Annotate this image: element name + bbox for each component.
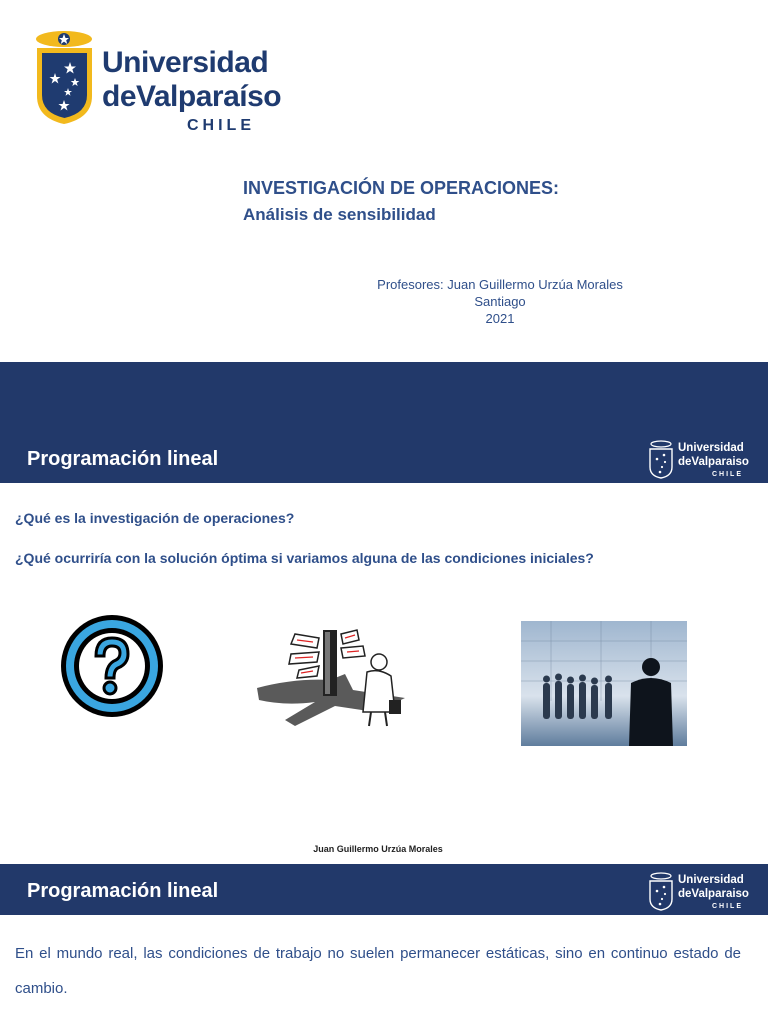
- city-line: Santiago: [474, 294, 526, 309]
- header-logo-line2: deValparaiso: [678, 456, 749, 468]
- header-logo: [648, 870, 758, 914]
- university-name-line1: Universidad: [102, 46, 269, 79]
- header-band: [0, 362, 768, 432]
- university-country: CHILE: [187, 117, 255, 134]
- title-slide: [0, 0, 768, 362]
- question-2: ¿Qué ocurriría con la solución óptima si variamos alguna de las condiciones iniciales?: [15, 550, 594, 566]
- signpost-icon: [255, 620, 415, 730]
- university-crest-icon: [648, 440, 674, 480]
- header-logo: [648, 438, 758, 482]
- slide-header: [0, 864, 768, 915]
- professors-line: Profesores: Juan Guillermo Urzúa Morales: [377, 277, 623, 292]
- header-logo-line2: deValparaiso: [678, 888, 749, 900]
- presentation-subtitle: Análisis de sensibilidad: [243, 205, 436, 224]
- slide-title: Programación lineal: [27, 448, 219, 470]
- header-logo-line1: Universidad: [678, 442, 744, 454]
- year-line: 2021: [485, 311, 515, 326]
- content-slide-3: [0, 860, 768, 1024]
- slide-title: Programación lineal: [27, 880, 219, 902]
- slide-header: [0, 432, 768, 483]
- author-footer: Juan Guillermo Urzúa Morales: [313, 844, 443, 854]
- presentation-title: INVESTIGACIÓN DE OPERACIONES:: [243, 178, 560, 198]
- content-slide-2: [0, 362, 768, 854]
- business-team-image: [521, 621, 687, 746]
- question-1: ¿Qué es la investigación de operaciones?: [15, 510, 295, 526]
- header-logo-line3: CHILE: [712, 471, 743, 478]
- question-mark-icon: [56, 612, 168, 720]
- university-crest-icon: [648, 872, 674, 912]
- university-name-line2: deValparaíso: [102, 80, 282, 113]
- slide-body-text: En el mundo real, las condiciones de trabajo no suelen permanecer estáticas, sino en continuo estado de cambio.: [15, 945, 741, 997]
- presentation-meta: [330, 276, 670, 327]
- header-logo-line3: CHILE: [712, 903, 743, 910]
- header-logo-line1: Universidad: [678, 874, 744, 886]
